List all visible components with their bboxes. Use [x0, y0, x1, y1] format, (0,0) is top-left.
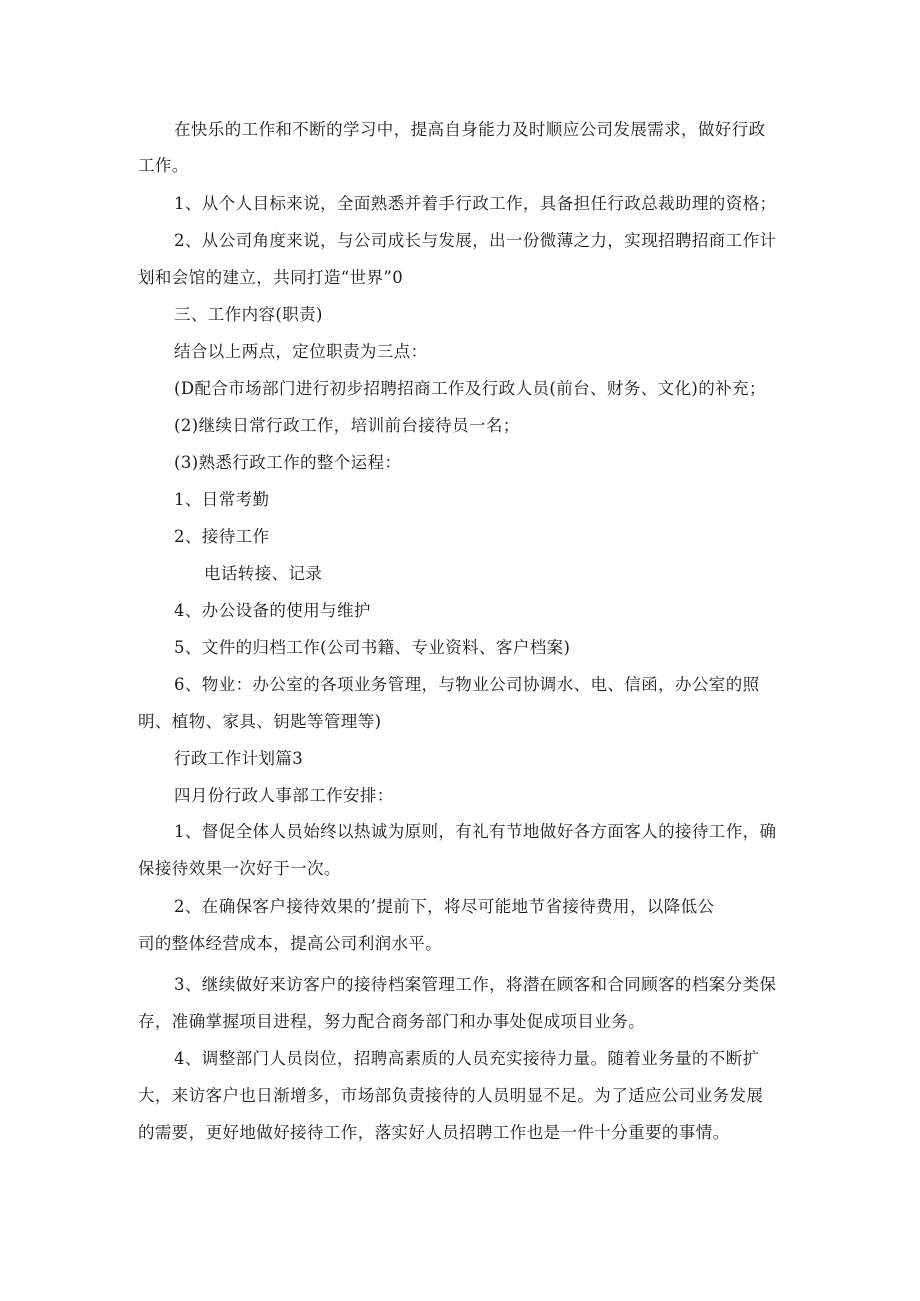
paragraph-line: 工作。 — [138, 156, 189, 175]
paragraph-line: 明、植物、家具、钥匙等管理等) — [138, 712, 382, 731]
paragraph-line: 2、在确保客户接待效果的’提前下，将尽可能地节省接待费用，以降低公 — [174, 897, 715, 916]
paragraph-line: 划和会馆的建立，共同打造“世界”0 — [138, 268, 404, 287]
paragraph-line: 存，准确掌握项目进程，努力配合商务部门和办事处促成项目业务。 — [138, 1012, 645, 1031]
paragraph-line: (3)熟悉行政工作的整个运程： — [174, 453, 402, 472]
list-item: 4、办公设备的使用与维护 — [174, 601, 371, 620]
paragraph-line: 司的整体经营成本，提高公司利润水平。 — [138, 934, 443, 953]
paragraph-line: (2)继续日常行政工作，培训前台接待员一名； — [174, 416, 520, 435]
paragraph-line: 1、督促全体人员始终以热诚为原则，有礼有节地做好各方面客人的接待工作，确 — [174, 822, 777, 841]
paragraph-line: 结合以上两点，定位职责为三点： — [174, 342, 428, 361]
paragraph-line: 4、调整部门人员岗位，招聘高素质的人员充实接待力量。随着业务量的不断扩 — [174, 1049, 760, 1068]
section-heading: 行政工作计划篇3 — [174, 749, 304, 768]
paragraph-line: 大，来访客户也日渐增多，市场部负责接待的人员明显不足。为了适应公司业务发展 — [138, 1086, 764, 1105]
paragraph-line: (D配合市场部门进行初步招聘招商工作及行政人员(前台、财务、文化)的补充； — [174, 379, 766, 398]
list-item: 6、物业：办公室的各项业务管理，与物业公司协调水、电、信函，办公室的照 — [174, 675, 760, 694]
list-item: 电话转接、记录 — [204, 564, 323, 583]
paragraph-line: 保接待效果一次好于一次。 — [138, 859, 341, 878]
paragraph-line: 1、从个人目标来说，全面熟悉并着手行政工作，具备担任行政总裁助理的资格； — [174, 194, 777, 213]
list-item: 1、日常考勤 — [174, 490, 270, 509]
section-heading: 三、工作内容(职责) — [174, 305, 323, 324]
paragraph-line: 四月份行政人事部工作安排： — [174, 786, 394, 805]
paragraph-line: 2、从公司角度来说，与公司成长与发展，出一份微薄之力，实现招聘招商工作计 — [174, 231, 777, 250]
paragraph-line: 3、继续做好来访客户的接待档案管理工作，将潜在顾客和合同顾客的档案分类保 — [174, 975, 777, 994]
list-item: 5、文件的归档工作(公司书籍、专业资料、客户档案) — [174, 638, 571, 657]
paragraph-line: 在快乐的工作和不断的学习中，提高自身能力及时顺应公司发展需求，做好行政 — [174, 120, 766, 139]
paragraph-line: 的需要，更好地做好接待工作，落实好人员招聘工作也是一件十分重要的事情。 — [138, 1123, 730, 1142]
list-item: 2、接待工作 — [174, 527, 270, 546]
